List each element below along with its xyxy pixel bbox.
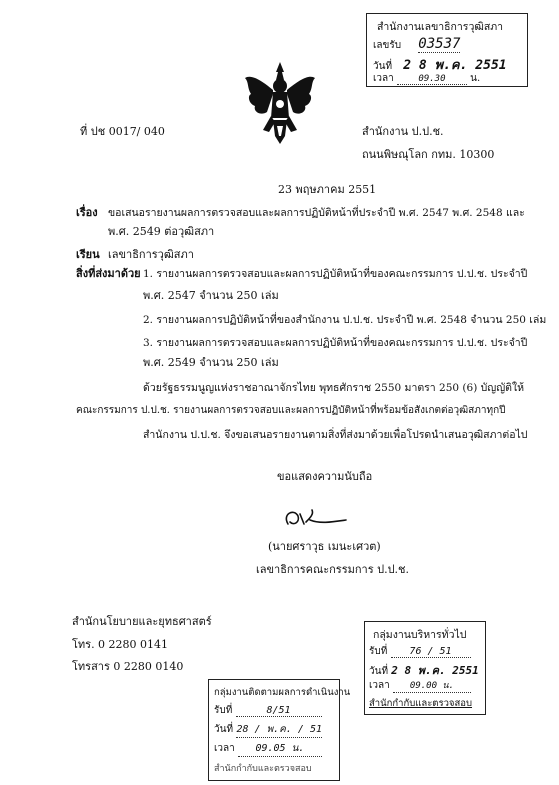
footer-fax: โทรสาร 0 2280 0140 xyxy=(72,660,184,673)
stamp-bottom-received-value: 8/51 xyxy=(236,705,322,717)
stamp-date-label: วันที่ xyxy=(373,61,393,72)
footer-telephone: โทร. 0 2280 0141 xyxy=(72,638,169,651)
received-stamp-bottom xyxy=(208,679,351,781)
stamp-bottom-received-label: รับที่ xyxy=(214,705,233,716)
stamp-bottom-office: สำนักกำกับและตรวจสอบ xyxy=(214,764,312,774)
body-paragraph-1-line-2: คณะกรรมการ ป.ป.ช. รายงานผลการตรวจสอบและผลการปฏิบัติหน้าที่พร้อมข้อสังเกตต่อวุฒิสภาทุกปี xyxy=(76,405,506,416)
stamp-right-office: สำนักกำกับและตรวจสอบ xyxy=(369,698,473,709)
stamp-bottom-date-value: 28 / พ.ค. / 51 xyxy=(236,722,322,738)
document-number: ที่ ปช 0017/ 040 xyxy=(80,125,165,138)
enclosure-3-line-1: 3. รายงานผลการตรวจสอบและผลการปฏิบัติหน้าที่ของคณะกรรมการ ป.ป.ช. ประจำปี xyxy=(143,337,528,349)
stamp-received-no: 03537 xyxy=(418,36,461,52)
enclosures-label: สิ่งที่ส่งมาด้วย xyxy=(76,267,141,280)
stamp-right-received-value: 76 / 51 xyxy=(391,646,471,658)
stamp-bottom-title: กลุ่มงานติดตามผลการดำเนินงาน xyxy=(214,687,351,698)
garuda-emblem xyxy=(243,60,317,146)
enclosure-2-line-1: 2. รายงานผลการปฏิบัติหน้าที่ของสำนักงาน ป.ป.ช. ประจำปี พ.ศ. 2548 จำนวน 250 เล่ม xyxy=(143,314,547,326)
stamp-bottom-date-label: วันที่ xyxy=(214,724,234,735)
stamp-bottom-time-value: 09.05 น. xyxy=(238,741,322,757)
recipient-value: เลขาธิการวุฒิสภา xyxy=(108,248,194,261)
enclosure-1-line-1: 1. รายงานผลการตรวจสอบและผลการปฏิบัติหน้าที่ของคณะกรรมการ ป.ป.ช. ประจำปี xyxy=(143,268,528,280)
stamp-time-unit: น. xyxy=(470,73,481,84)
stamp-office: สำนักงานเลขาธิการวุฒิสภา xyxy=(377,21,504,33)
stamp-right-received-label: รับที่ xyxy=(369,646,388,657)
signature xyxy=(280,504,350,534)
subject-line-2: พ.ศ. 2549 ต่อวุฒิสภา xyxy=(108,225,215,238)
stamp-right-time-value: 09.00 น. xyxy=(393,678,471,693)
enclosure-3-line-2: พ.ศ. 2549 จำนวน 250 เล่ม xyxy=(143,356,279,369)
received-stamp-top xyxy=(366,13,528,87)
enclosure-1-line-2: พ.ศ. 2547 จำนวน 250 เล่ม xyxy=(143,289,279,302)
subject-line-1: ขอเสนอรายงานผลการตรวจสอบและผลการปฏิบัติหน้าที่ประจำปี พ.ศ. 2547 พ.ศ. 2548 และ xyxy=(108,207,525,219)
stamp-bottom-time-label: เวลา xyxy=(214,743,235,754)
stamp-received-label: เลขรับ xyxy=(373,40,402,51)
sender-address: ถนนพิษณุโลก กทม. 10300 xyxy=(362,148,495,161)
recipient-label: เรียน xyxy=(76,248,100,261)
stamp-date-value: 2 8 พ.ค. 2551 xyxy=(403,58,507,73)
signer-name: (นายศราวุธ เมนะเศวต) xyxy=(268,540,381,553)
footer-department: สำนักนโยบายและยุทธศาสตร์ xyxy=(72,615,212,628)
closing-salutation: ขอแสดงความนับถือ xyxy=(277,470,373,483)
stamp-time-label: เวลา xyxy=(373,73,394,84)
signer-position: เลขาธิการคณะกรรมการ ป.ป.ช. xyxy=(256,563,410,576)
body-paragraph-2: สำนักงาน ป.ป.ช. จึงขอเสนอรายงานตามสิ่งที่ส่งมาด้วยเพื่อโปรดนำเสนอวุฒิสภาต่อไป xyxy=(143,429,528,441)
body-paragraph-1-line-1: ด้วยรัฐธรรมนูญแห่งราชอาณาจักรไทย พุทธศักราช 2550 มาตรา 250 (6) บัญญัติให้ xyxy=(143,382,525,394)
stamp-time-value: 09.30 xyxy=(397,74,467,85)
document-date: 23 พฤษภาคม 2551 xyxy=(278,183,377,196)
subject-label: เรื่อง xyxy=(76,206,98,219)
stamp-right-date-value: 2 8 พ.ค. 2551 xyxy=(391,664,479,677)
stamp-right-date-label: วันที่ xyxy=(369,666,389,677)
stamp-right-title: กลุ่มงานบริหารทั่วไป xyxy=(373,629,467,641)
received-stamp-right xyxy=(364,621,486,715)
sender-office: สำนักงาน ป.ป.ช. xyxy=(362,125,444,138)
stamp-right-time-label: เวลา xyxy=(369,680,390,691)
